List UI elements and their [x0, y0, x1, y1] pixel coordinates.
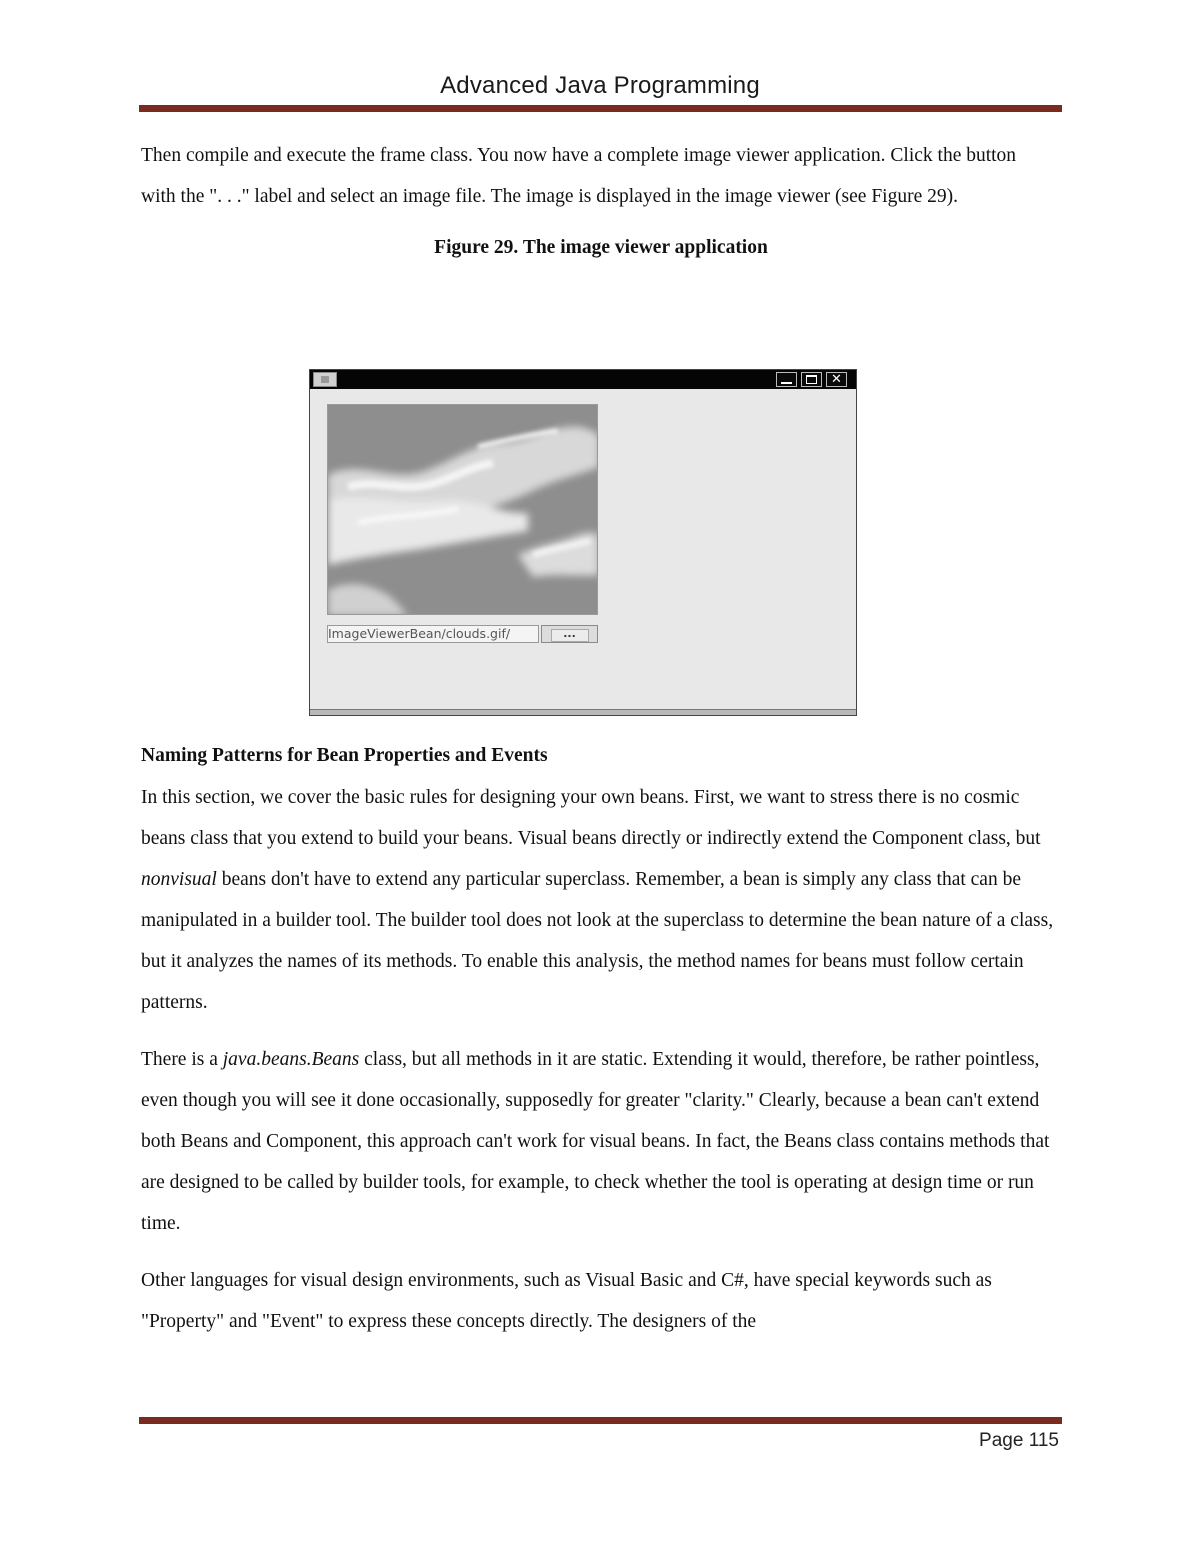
maximize-icon: [801, 372, 822, 387]
window-menu-icon: [313, 372, 337, 387]
emphasis-nonvisual: nonvisual: [141, 869, 217, 890]
window-titlebar: [310, 370, 856, 389]
close-icon: ✕: [826, 372, 847, 387]
image-viewer-window-figure: [309, 369, 857, 716]
filename-field[interactable]: /ImageViewerBean/clouds.gif: [327, 625, 539, 643]
intro-block: [141, 135, 1061, 263]
clouds-picture: [328, 405, 598, 615]
minimize-icon: [776, 372, 797, 387]
section-block: [141, 741, 1066, 1358]
emphasis-beans-class: java.beans.Beans: [222, 1049, 360, 1070]
section-heading: Naming Patterns for Bean Properties and Events: [141, 745, 548, 766]
clouds-image: [327, 404, 598, 615]
footer-rule: [139, 1417, 1062, 1424]
section-paragraph-3: Other languages for visual design environments, such as Visual Basic and C#, have special keywords such as "Property" and "Event" to express these concepts directly. The designers of the: [141, 1270, 992, 1332]
section-paragraph-1: In this section, we cover the basic rules for designing your own beans. First, we want to stress there is no cosmic beans class that you extend to build your beans. Visual beans directly or indirectly extend the Component class, but nonvisual beans don't have to extend any particular superclass. Remember, a bean is simply any class that can be manipulated in a builder tool. The builder tool does not look at the superclass to determine the bean nature of a class, but it analyzes the names of its methods. To enable this analysis, the method names for beans must follow certain patterns.: [141, 787, 1054, 1013]
section-paragraph-2: There is a java.beans.Beans class, but all methods in it are static. Extending it would, therefore, be rather pointless, even though you will see it done occasionally, supposedly for greater "clarity." Clearly, because a bean can't extend both Beans and Component, this approach can't work for visual beans. In fact, the Beans class contains methods that are designed to be called by builder tools, for example, to check whether the tool is operating at design time or run time.: [141, 1049, 1050, 1234]
figure-caption: Figure 29. The image viewer application: [434, 237, 768, 258]
header-rule: [139, 105, 1062, 112]
page-number: Page 115: [979, 1430, 1059, 1451]
intro-paragraph: Then compile and execute the frame class. You now have a complete image viewer application. Click the button with the ". . ." label and select an image file. The image is displayed in the image viewer (see Figure 29).: [141, 145, 1017, 207]
browse-button[interactable]: [541, 625, 598, 643]
running-header-title: Advanced Java Programming: [440, 72, 760, 99]
window-bottom-edge: [310, 709, 856, 715]
browse-button-label: ...: [551, 629, 589, 642]
